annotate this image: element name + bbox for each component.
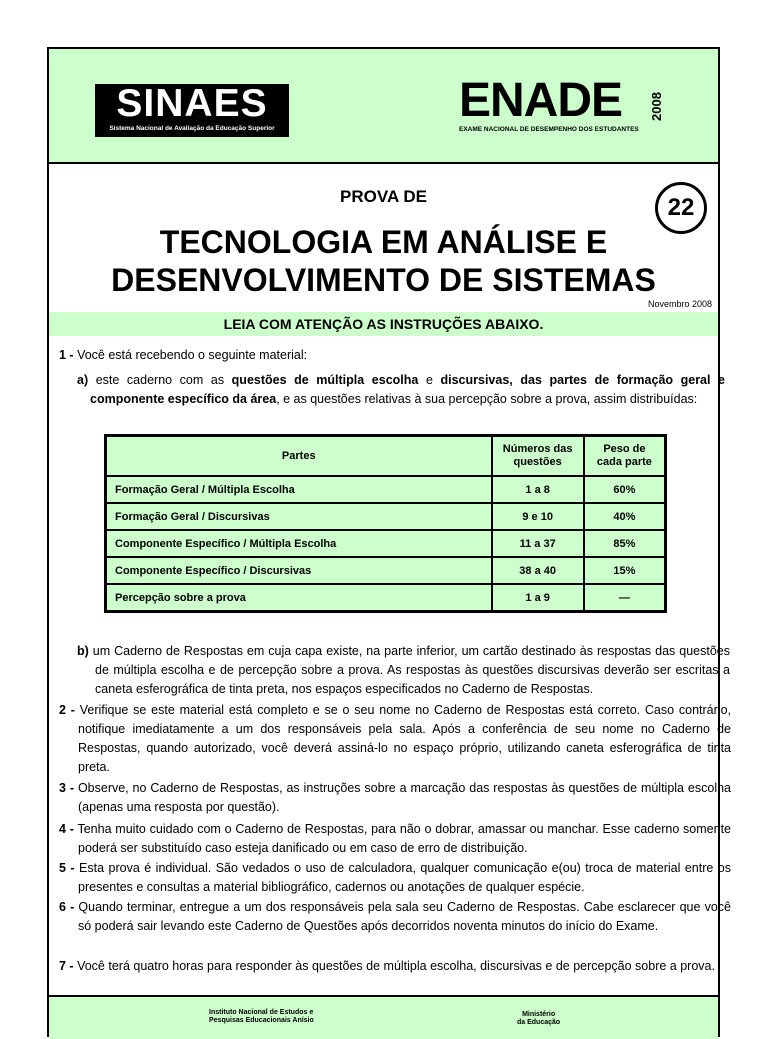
table-row	[106, 530, 666, 557]
item-text: um Caderno de Respostas em cuja capa existe, na parte inferior, um cartão destinado às respostas das questões de múltipla escolha e de percepção sobre a prova. As respostas às questões discursivas deverão ser escritas a caneta esferográfica de tinta preta, nos espaços especificados no Caderno de Respostas.	[92, 644, 730, 696]
table-cell: 85%	[584, 530, 666, 557]
enade-year: 2008	[649, 92, 664, 121]
instruction-number: 3 -	[59, 781, 75, 795]
table-header: Peso de cada parte	[584, 436, 666, 477]
exam-cover	[47, 47, 731, 1037]
instruction-number: 5 -	[59, 861, 75, 875]
item-text: este caderno com as	[95, 373, 225, 387]
title-line-1: TECNOLOGIA EM ANÁLISE E	[159, 224, 608, 260]
table-cell: 1 a 8	[492, 476, 584, 503]
table-cell: Componente Específico / Múltipla Escolha	[106, 530, 492, 557]
instruction-number: 1 -	[59, 348, 74, 362]
footer	[49, 995, 718, 1039]
exam-date: Novembro 2008	[647, 299, 712, 309]
header	[49, 49, 718, 164]
instruction-1a	[77, 371, 725, 409]
instruction-text: Verifique se este material está completo e se o seu nome no Caderno de Respostas está correto. Caso contrário, notifique imediatamente a um dos responsáveis pela sala. Após a conferência de seu nome no Caderno de Respostas, quando autorizado, você deverá assiná-lo no espaço próprio, utilizando caneta esferográfica de tinta preta.	[78, 703, 731, 774]
sinaes-subtitle: Sistema Nacional de Avaliação da Educação Superior	[109, 125, 275, 132]
instruction-text: Quando terminar, entregue a um dos responsáveis pela sala seu Caderno de Respostas. Cabe esclarecer que você só poderá sair levando este Caderno de Questões após decorridos noventa minutos do início do Exame.	[78, 900, 731, 933]
item-comma: ,	[509, 373, 513, 387]
table-cell: Percepção sobre a prova	[106, 584, 492, 612]
instruction-number: 6 -	[59, 900, 75, 914]
enade-subtitle: EXAME NACIONAL DE DESEMPENHO DOS ESTUDANTES	[459, 126, 639, 133]
instruction-number: 4 -	[59, 822, 74, 836]
table-cell: Formação Geral / Múltipla Escolha	[106, 476, 492, 503]
instruction-2	[59, 701, 731, 777]
ministry-label	[517, 1011, 560, 1027]
item-letter: b)	[77, 644, 89, 658]
item-bold-2: discursivas	[440, 373, 510, 387]
table-cell: Formação Geral / Discursivas	[106, 503, 492, 530]
instruction-7	[59, 957, 731, 976]
table-cell: 11 a 37	[492, 530, 584, 557]
instruction-text: Você está recebendo o seguinte material:	[77, 348, 308, 362]
instruction-1b	[77, 642, 730, 699]
table-row	[106, 584, 666, 612]
sinaes-logo-text: SINAES	[116, 82, 268, 125]
title-line-2: DESENVOLVIMENTO DE SISTEMAS	[111, 262, 656, 298]
instruction-number: 2 -	[59, 703, 75, 717]
prova-label: PROVA DE	[340, 187, 427, 206]
table-cell: 40%	[584, 503, 666, 530]
table-cell: —	[584, 584, 666, 612]
table-cell: Componente Específico / Discursivas	[106, 557, 492, 584]
table-row	[106, 476, 666, 503]
enade-logo-text: ENADE	[459, 74, 623, 127]
item-bold-3: das partes de formação geral e componente específico da área	[90, 373, 726, 406]
table-header-row	[106, 436, 666, 477]
instruction-text: Você terá quatro horas para responder às questões de múltipla escolha, discursivas e de percepção sobre a prova.	[77, 959, 715, 973]
table-cell: 15%	[584, 557, 666, 584]
instruction-number: 7 -	[59, 959, 74, 973]
table-row	[106, 503, 666, 530]
exam-number-badge: 22	[655, 182, 707, 234]
exam-title	[49, 223, 718, 299]
table-cell: 9 e 10	[492, 503, 584, 530]
table-header: Partes	[106, 436, 492, 477]
inep-line-1: Instituto Nacional de Estudos e	[209, 1009, 314, 1016]
ministry-line-2: da Educação	[517, 1019, 561, 1026]
enade-logo	[459, 74, 664, 133]
inep-label	[209, 1009, 314, 1025]
item-bold-1: questões de múltipla escolha	[231, 373, 419, 387]
instruction-text: Observe, no Caderno de Respostas, as instruções sobre a marcação das respostas às questões de múltipla escolha (apenas uma resposta por questão).	[77, 781, 731, 814]
item-letter: a)	[77, 373, 89, 387]
table-cell: 1 a 9	[492, 584, 584, 612]
instruction-6	[59, 898, 731, 936]
parts-table	[104, 434, 667, 613]
ministry-line-1: Ministério	[522, 1011, 556, 1018]
table-row	[106, 557, 666, 584]
instruction-3	[59, 779, 731, 817]
inep-line-2: Pesquisas Educacionais Anísio	[209, 1017, 314, 1024]
table-cell: 38 a 40	[492, 557, 584, 584]
instruction-5	[59, 859, 731, 897]
instruction-text: Esta prova é individual. São vedados o uso de calculadora, qualquer comunicação e(ou) troca de material entre os presentes e consultas a material bibliográfico, cadernos ou anotações de qualquer espécie.	[78, 861, 731, 894]
instruction-4	[59, 820, 731, 858]
item-text-3: , e as questões relativas à sua percepção sobre a prova, assim distribuídas:	[276, 392, 698, 406]
instructions-banner: LEIA COM ATENÇÃO AS INSTRUÇÕES ABAIXO.	[49, 312, 718, 336]
table-cell: 60%	[584, 476, 666, 503]
instruction-1	[59, 346, 709, 365]
item-text-2: e	[425, 373, 433, 387]
instruction-text: Tenha muito cuidado com o Caderno de Respostas, para não o dobrar, amassar ou manchar. Esse caderno somente poderá ser substituído caso esteja danificado ou em caso de erro de distribuição.	[77, 822, 731, 855]
table-header: Números das questões	[492, 436, 584, 477]
sinaes-logo	[95, 84, 289, 137]
